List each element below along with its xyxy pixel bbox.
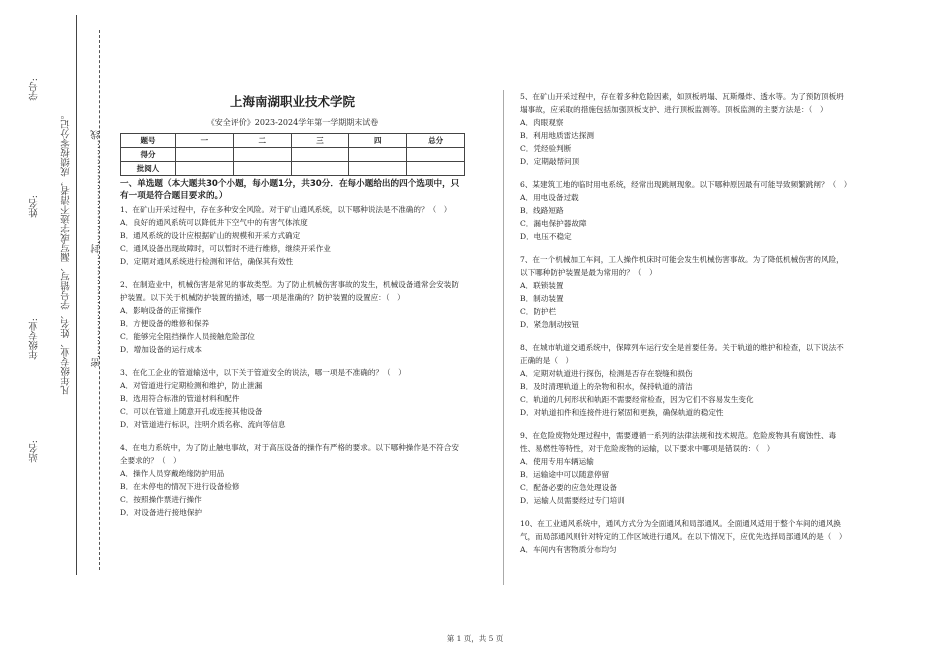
- answer-option[interactable]: B．利用地质雷达探测: [520, 131, 594, 140]
- section-heading: 一、单选题（本大题共30个小题，每小题1分，共30分．在每小题给出的四个选项中，只有一项是符合题目要求的。）: [120, 179, 460, 201]
- answer-option[interactable]: B．选用符合标准的管道材料和配件: [120, 394, 240, 403]
- notice-text: 凡年级专业、姓名、学号错写、漏写或字迹不清者，成绩按零分记。: [61, 110, 72, 395]
- question-stem: 1、在矿山开采过程中，存在多种安全风险。对于矿山通风系统，以下哪种说法是不准确的？（ ）: [120, 205, 452, 214]
- question-stem: 2、在制造业中，机械伤害是常见的事故类型。为了防止机械伤害事故的发生，机械设备通常会安装防护装置。以下关于机械防护装置的描述，哪一项是准确的？防护装置的设置应：（ ）: [120, 280, 459, 302]
- question-stem: 5、在矿山开采过程中，存在着多种危险因素，如顶板坍塌、瓦斯爆炸、透水等。为了预防顶板坍塌事故，应采取的措施包括加强顶板支护、进行顶板监测等。顶板监测的主要方法是：（ ）: [520, 92, 844, 114]
- answer-option[interactable]: C．可以在管道上随意开孔或连接其他设备: [120, 407, 263, 416]
- question-stem: 6、某建筑工地的临时用电系统，经常出现跳闸现象。以下哪种原因最有可能导致频繁跳闸？（ ）: [520, 180, 852, 189]
- answer-option[interactable]: D．增加设备的运行成本: [120, 345, 203, 354]
- score-table-header: [121, 134, 465, 148]
- score-cell[interactable]: [407, 148, 465, 162]
- answer-option[interactable]: A．影响设备的正常操作: [120, 306, 202, 315]
- score-cell[interactable]: [291, 148, 349, 162]
- answer-option[interactable]: B．线路短路: [520, 206, 564, 215]
- binding-margin: [0, 0, 110, 672]
- score-header-cell: 题号: [121, 134, 176, 148]
- answer-option[interactable]: D．对设备进行接地保护: [120, 508, 203, 517]
- seal-dashed-line: [99, 30, 100, 570]
- left-column: [120, 95, 465, 529]
- student-id-label: 学号:: [29, 78, 40, 101]
- score-header-cell: 二: [233, 134, 291, 148]
- answer-option[interactable]: A．操作人员穿戴绝缘防护用品: [120, 469, 225, 478]
- question-block: [520, 90, 850, 168]
- answer-option[interactable]: D．定期敲帮问顶: [520, 157, 580, 166]
- answer-option[interactable]: D．对轨道扣件和连接件进行紧固和更换，确保轨道的稳定性: [520, 408, 724, 417]
- answer-option[interactable]: A．良好的通风系统可以降低井下空气中的有害气体浓度: [120, 218, 308, 227]
- answer-option[interactable]: D．对管道进行标识，注明介质名称、流向等信息: [120, 420, 286, 429]
- score-cell[interactable]: [233, 148, 291, 162]
- answer-option[interactable]: D．电压不稳定: [520, 232, 572, 241]
- score-header-cell: 总分: [407, 134, 465, 148]
- question-block: [520, 253, 850, 331]
- question-block: [120, 278, 465, 356]
- answer-option[interactable]: A．车间内有害物质分布均匀: [520, 545, 617, 554]
- score-cell[interactable]: [349, 148, 407, 162]
- answer-option[interactable]: C．按照操作票进行操作: [120, 495, 202, 504]
- answer-option[interactable]: A．联锁装置: [520, 281, 564, 290]
- answer-option[interactable]: B．方便设备的维修和保养: [120, 319, 210, 328]
- score-cell[interactable]: [176, 148, 234, 162]
- question-list-left: [120, 203, 465, 519]
- answer-option[interactable]: A．用电设备过载: [520, 193, 579, 202]
- question-stem: 10、在工业通风系统中，通风方式分为全面通风和局部通风。全面通风适用于整个车间的通风换气，而局部通风则针对特定的工作区域进行通风。在以下情况下，应优先选择局部通风的是（ ）: [520, 519, 847, 541]
- answer-option[interactable]: C．漏电保护器故障: [520, 219, 587, 228]
- reviewer-cell[interactable]: [176, 162, 234, 176]
- reviewer-cell[interactable]: [291, 162, 349, 176]
- reviewer-cell[interactable]: [407, 162, 465, 176]
- answer-option[interactable]: B．及时清理轨道上的杂物和积水，保持轨道的清洁: [520, 382, 693, 391]
- reviewer-cell[interactable]: [349, 162, 407, 176]
- question-block: [520, 341, 850, 419]
- answer-option[interactable]: C．凭经验判断: [520, 144, 572, 153]
- question-stem: 4、在电力系统中，为了防止触电事故，对于高压设备的操作有严格的要求。以下哪种操作是不符合安全要求的？（ ）: [120, 443, 459, 465]
- page-footer: 第 1 页，共 5 页: [446, 634, 504, 643]
- fill-line: [76, 15, 77, 575]
- question-block: [120, 203, 465, 268]
- score-table: [120, 133, 465, 176]
- answer-option[interactable]: C．通风设备出现故障时，可以暂时不进行维修，继续开采作业: [120, 244, 331, 253]
- answer-option[interactable]: B．在未停电的情况下进行设备检修: [120, 482, 240, 491]
- question-list-right: [520, 90, 850, 556]
- score-row-label: 得分: [121, 148, 176, 162]
- answer-option[interactable]: B．通风系统的设计应根据矿山的规模和开采方式确定: [120, 231, 301, 240]
- school-title: 上海南湖职业技术学院: [229, 94, 355, 109]
- name-label: 姓名:: [29, 195, 40, 218]
- seal-text: 密……………………………封……………………………线: [91, 130, 102, 368]
- question-stem: 9、在危险废物处理过程中，需要遵循一系列的法律法规和技术规范。危险废物具有腐蚀性、毒性、易燃性等特性，对于危险废物的运输，以下要求中哪项是错误的：（ ）: [520, 431, 837, 453]
- right-column: [520, 90, 850, 566]
- column-divider: [503, 90, 504, 585]
- score-header-cell: 三: [291, 134, 349, 148]
- question-stem: 3、在化工企业的管道输送中，以下关于管道安全的说法，哪一项是不准确的？（ ）: [120, 368, 406, 377]
- class-label: 年级专业:: [29, 318, 40, 360]
- answer-option[interactable]: C．防护栏: [520, 307, 557, 316]
- answer-option[interactable]: D．紧急制动按钮: [520, 320, 580, 329]
- reviewer-row-label: 批阅人: [121, 162, 176, 176]
- answer-option[interactable]: A．肉眼观察: [520, 118, 564, 127]
- reviewer-cell[interactable]: [233, 162, 291, 176]
- score-row: [121, 148, 465, 162]
- school-label: 站名:: [29, 440, 40, 463]
- answer-option[interactable]: A．定期对轨道进行探伤，检测是否存在裂缝和损伤: [520, 369, 693, 378]
- question-block: [520, 429, 850, 507]
- answer-option[interactable]: D．运输人员需要经过专门培训: [520, 496, 625, 505]
- answer-option[interactable]: C．能够完全阻挡操作人员接触危险部位: [120, 332, 255, 341]
- answer-option[interactable]: B．制动装置: [520, 294, 564, 303]
- answer-option[interactable]: B．运输途中可以随意停留: [520, 470, 610, 479]
- question-block: [120, 441, 465, 519]
- question-stem: 8、在城市轨道交通系统中，保障列车运行安全是首要任务。关于轨道的维护和检查，以下说法不正确的是（ ）: [520, 343, 844, 365]
- answer-option[interactable]: C．轨道的几何形状和轨距不需要经常检查，因为它们不容易发生变化: [520, 395, 754, 404]
- exam-subtitle: 《安全评价》2023-2024学年第一学期期末试卷: [206, 118, 379, 127]
- score-header-cell: 一: [176, 134, 234, 148]
- question-stem: 7、在一个机械加工车间，工人操作机床时可能会发生机械伤害事故。为了降低机械伤害的风险，以下哪种防护装置是最为常用的？（ ）: [520, 255, 844, 277]
- reviewer-row: [121, 162, 465, 176]
- question-block: [520, 517, 850, 556]
- question-block: [120, 366, 465, 431]
- answer-option[interactable]: D．定期对通风系统进行检测和评估，确保其有效性: [120, 257, 294, 266]
- answer-option[interactable]: C．配备必要的应急处理设备: [520, 483, 617, 492]
- answer-option[interactable]: A．对管道进行定期检测和维护，防止泄漏: [120, 381, 263, 390]
- question-block: [520, 178, 850, 243]
- score-header-cell: 四: [349, 134, 407, 148]
- answer-option[interactable]: A．使用专用车辆运输: [520, 457, 594, 466]
